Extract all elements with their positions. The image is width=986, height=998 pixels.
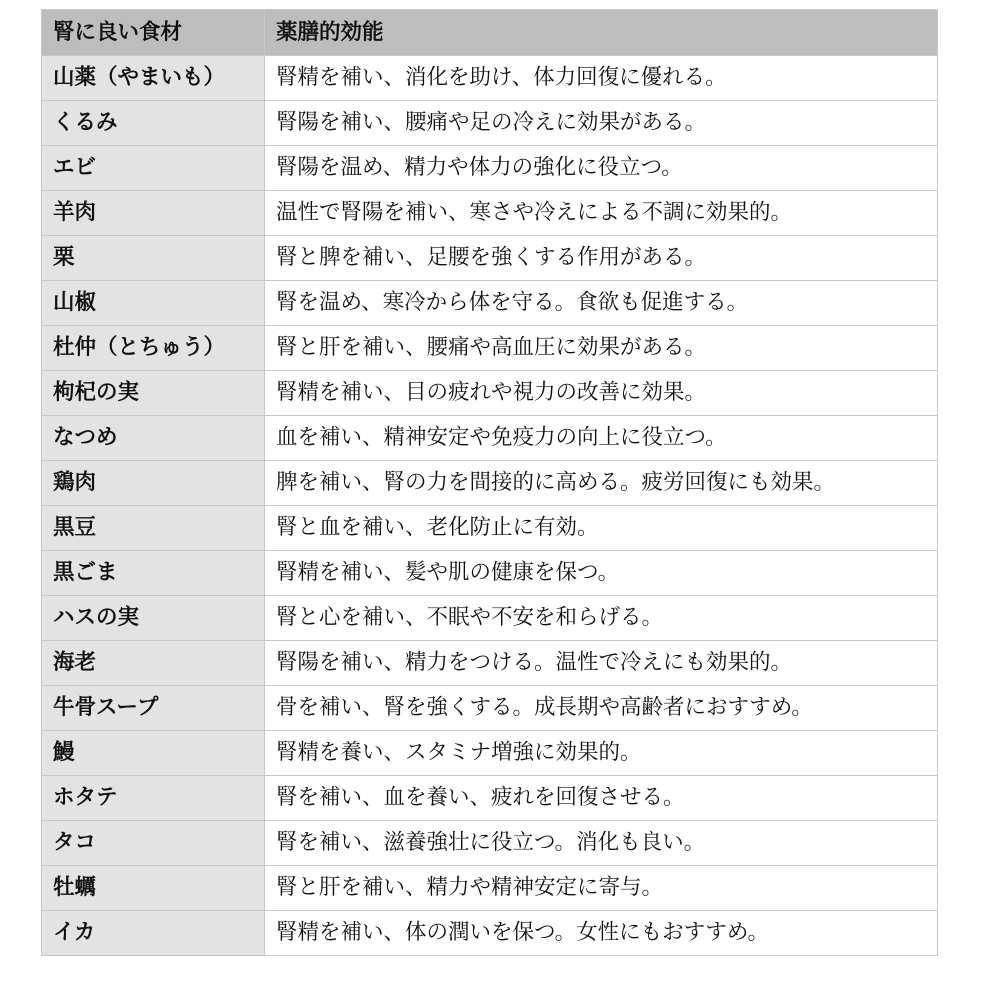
- table-row: [42, 596, 938, 641]
- table-row: [42, 371, 938, 416]
- food-name-cell: 栗: [42, 236, 265, 281]
- table-row: [42, 731, 938, 776]
- table-row: [42, 101, 938, 146]
- food-name-cell: タコ: [42, 821, 265, 866]
- food-effect-cell: 腎精を養い、スタミナ増強に効果的。: [265, 731, 938, 776]
- table-row: [42, 686, 938, 731]
- food-effect-cell: 脾を補い、腎の力を間接的に高める。疲労回復にも効果。: [265, 461, 938, 506]
- food-name-cell: イカ: [42, 911, 265, 956]
- food-effect-cell: 骨を補い、腎を強くする。成長期や高齢者におすすめ。: [265, 686, 938, 731]
- food-effect-cell: 腎陽を温め、精力や体力の強化に役立つ。: [265, 146, 938, 191]
- food-effect-cell: 腎を補い、滋養強壮に役立つ。消化も良い。: [265, 821, 938, 866]
- food-name-cell: 羊肉: [42, 191, 265, 236]
- food-name-cell: 山薬（やまいも）: [42, 56, 265, 101]
- table-row: [42, 236, 938, 281]
- food-effect-cell: 腎陽を補い、精力をつける。温性で冷えにも効果的。: [265, 641, 938, 686]
- table-body: [42, 56, 938, 956]
- table-row: [42, 821, 938, 866]
- food-name-cell: 海老: [42, 641, 265, 686]
- food-effect-cell: 腎と肝を補い、腰痛や高血圧に効果がある。: [265, 326, 938, 371]
- header-row: [42, 10, 938, 56]
- food-effect-cell: 腎を補い、血を養い、疲れを回復させる。: [265, 776, 938, 821]
- food-effect-cell: 温性で腎陽を補い、寒さや冷えによる不調に効果的。: [265, 191, 938, 236]
- food-effect-cell: 腎精を補い、消化を助け、体力回復に優れる。: [265, 56, 938, 101]
- food-name-cell: 枸杞の実: [42, 371, 265, 416]
- food-effect-cell: 腎と心を補い、不眠や不安を和らげる。: [265, 596, 938, 641]
- food-effect-cell: 腎と肝を補い、精力や精神安定に寄与。: [265, 866, 938, 911]
- food-effect-cell: 腎精を補い、目の疲れや視力の改善に効果。: [265, 371, 938, 416]
- table-row: [42, 281, 938, 326]
- table-row: [42, 911, 938, 956]
- table-row: [42, 506, 938, 551]
- table-row: [42, 146, 938, 191]
- food-name-cell: エビ: [42, 146, 265, 191]
- food-effect-cell: 腎陽を補い、腰痛や足の冷えに効果がある。: [265, 101, 938, 146]
- food-name-cell: 鶏肉: [42, 461, 265, 506]
- food-effect-cell: 腎と脾を補い、足腰を強くする作用がある。: [265, 236, 938, 281]
- table-header: [42, 10, 938, 56]
- food-name-cell: ハスの実: [42, 596, 265, 641]
- table-row: [42, 56, 938, 101]
- table-row: [42, 191, 938, 236]
- food-effects-table: [41, 9, 938, 956]
- food-name-cell: 杜仲（とちゅう）: [42, 326, 265, 371]
- food-effect-cell: 腎を温め、寒冷から体を守る。食欲も促進する。: [265, 281, 938, 326]
- food-name-cell: ホタテ: [42, 776, 265, 821]
- food-name-cell: 鰻: [42, 731, 265, 776]
- table-row: [42, 461, 938, 506]
- table-row: [42, 776, 938, 821]
- food-effect-cell: 腎精を補い、体の潤いを保つ。女性にもおすすめ。: [265, 911, 938, 956]
- food-name-cell: くるみ: [42, 101, 265, 146]
- table-row: [42, 641, 938, 686]
- food-effect-cell: 腎精を補い、髪や肌の健康を保つ。: [265, 551, 938, 596]
- food-name-cell: 牛骨スープ: [42, 686, 265, 731]
- table-row: [42, 551, 938, 596]
- table-row: [42, 326, 938, 371]
- food-name-cell: 黒豆: [42, 506, 265, 551]
- header-effect: 薬膳的効能: [265, 10, 938, 56]
- header-food: 腎に良い食材: [42, 10, 265, 56]
- food-name-cell: 山椒: [42, 281, 265, 326]
- food-name-cell: 牡蠣: [42, 866, 265, 911]
- food-name-cell: なつめ: [42, 416, 265, 461]
- table-row: [42, 416, 938, 461]
- food-effect-cell: 腎と血を補い、老化防止に有効。: [265, 506, 938, 551]
- food-name-cell: 黒ごま: [42, 551, 265, 596]
- table-row: [42, 866, 938, 911]
- food-effect-cell: 血を補い、精神安定や免疫力の向上に役立つ。: [265, 416, 938, 461]
